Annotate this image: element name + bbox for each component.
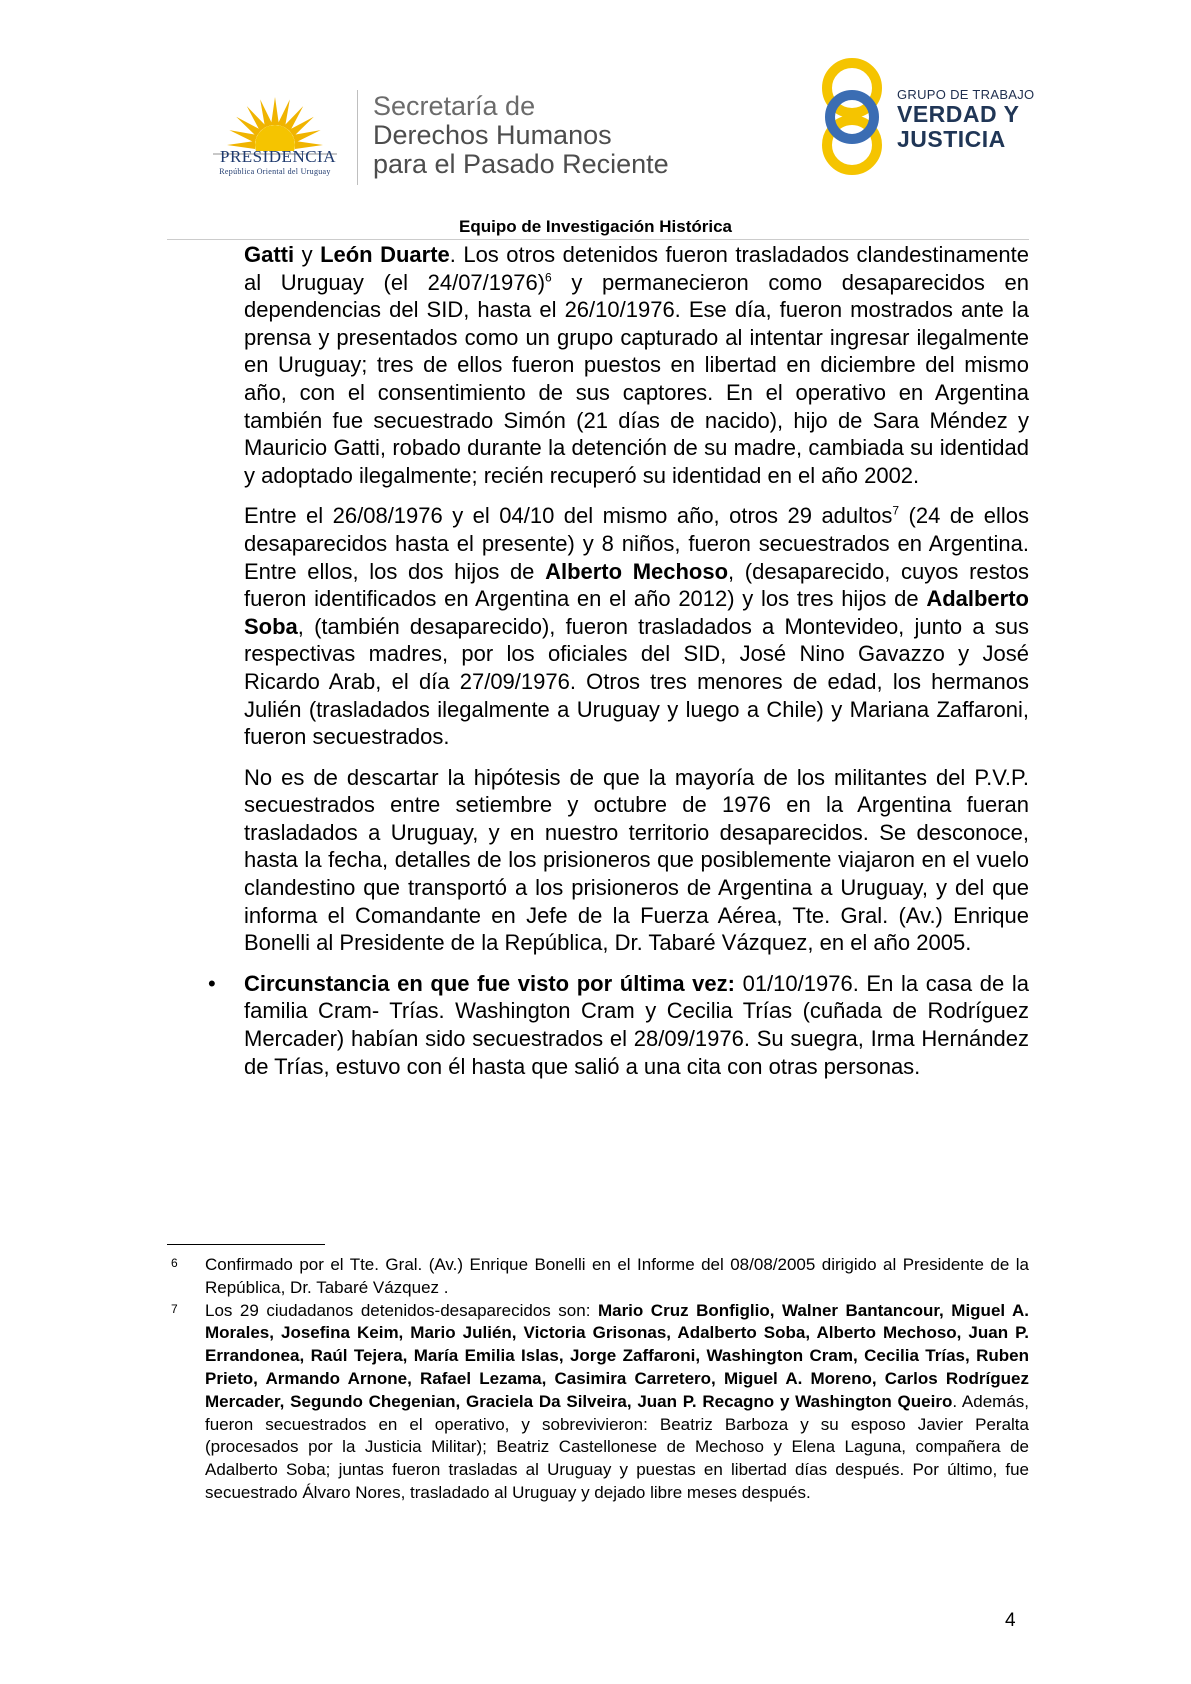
text-run: (24 de ellos desaparecidos hasta el presente) y 8 niños, fueron secuestrados en Argentina. Entre ellos, los dos hijos de: [244, 503, 1030, 584]
bullet-symbol: •: [208, 970, 216, 996]
footnote-intro: Los 29 ciudadanos detenidos-desaparecidos son:: [205, 1300, 598, 1320]
presidencia-subtitle: República Oriental del Uruguay: [219, 167, 331, 176]
verdad-justicia-logo: [812, 55, 892, 180]
paragraph-1: [244, 241, 1029, 489]
footnote-number: 6: [171, 1256, 178, 1270]
header-divider: [357, 90, 358, 185]
paragraph-2: [244, 502, 1029, 750]
page-header: [195, 55, 1035, 185]
team-title: Equipo de Investigación Histórica: [459, 217, 732, 236]
footnote-ref-6[interactable]: 6: [545, 270, 552, 285]
secretaria-line-3: para el Pasado Reciente: [373, 149, 669, 179]
bullet-text: 01/10/1976. En la casa de la familia Cram- Trías. Washington Cram y Cecilia Trías (cuñada de Rodríguez Mercader) habían sido secuestrados el 28/09/1976. Su suegra, Irma Hernández de Trías, estuvo con él hasta que salió a una cita con otras personas.: [244, 970, 1029, 1079]
footnote-names: Mario Cruz Bonfiglio, Walner Bantancour, Miguel A. Morales, Josefina Keim, Mario Julién, Victoria Grisonas, Adalberto Soba, Alberto Mechoso, Juan P. Errandonea, Raúl Tejera, María Emilia Islas, Jorge Zaffaroni, Washington Cram, Cecilia Trías, Ruben Prieto, Armando Arnone, Rafael Lezama, Casimira Carretero, Miguel A. Moreno, Carlos Rodríguez Mercader, Segundo Chegenian, Graciela Da Silveira, Juan P. Recagno y Washington Queiro: [205, 1300, 1030, 1411]
text-run: , (desaparecido, cuyos restos fueron identificados en Argentina en el año 2012) y los tres hijos de: [244, 558, 1029, 612]
text-run: , (también desaparecido), fueron trasladados a Montevideo, junto a sus respectivas madres, por los oficiales del SID, José Nino Gavazzo y José Ricardo Arab, el día 27/09/1976. Otros tres menores de edad, los hermanos Julién (trasladados ilegalmente a Uruguay y luego a Chile) y Mariana Zaffaroni, fueron secuestrados.: [244, 613, 1029, 750]
paragraph-3: No es de descartar la hipótesis de que la mayoría de los militantes del P.V.P. secuestrados entre setiembre y octubre de 1976 en la Argentina fueran trasladados a Uruguay, y en nuestro territorio desaparecidos. Se desconoce, hasta la fecha, detalles de los prisioneros que posiblemente viajaron en el vuelo clandestino que transportó a los prisioneros de Argentina a Uruguay, y del que informa el Comandante en Jefe de la Fuerza Aérea, Tte. Gral. (Av.) Enrique Bonelli al Presidente de la República, Dr. Tabaré Vázquez, en el año 2005.: [244, 764, 1029, 956]
text-run: . Los otros detenidos fueron trasladados clandestinamente al Uruguay (el 24/07/1976): [244, 242, 1029, 295]
bold-name: Gatti: [244, 242, 295, 267]
presidencia-name: PRESIDENCIA: [219, 147, 336, 166]
verdad-justicia-text: [897, 87, 1034, 152]
gt-small-label: GRUPO DE TRABAJO: [897, 87, 1035, 102]
footnote-text: Confirmado por el Tte. Gral. (Av.) Enrique Bonelli en el Informe del 08/08/2005 dirigido al Presidente de la República, Dr. Tabaré Vázquez .: [205, 1255, 1029, 1297]
text-run: y permanecieron como desaparecidos en dependencias del SID, hasta el 26/10/1976. Ese día, fueron mostrados ante la prensa y presentados como un grupo capturado al intentar ingresar ilegalmente en Uruguay; tres de ellos fueron puestos en libertad en diciembre del mismo año, con el consentimiento de sus captores. En el operativo en Argentina también fue secuestrado Simón (21 días de nacido), hijo de Sara Méndez y Mauricio Gatti, robado durante la detención de su madre, cambiada su identidad y adoptado ilegalmente; recién recuperó su identidad en el año 2002.: [244, 269, 1029, 488]
footnote-ref-7[interactable]: 7: [892, 504, 900, 519]
gt-big-label-1: VERDAD Y: [897, 101, 1020, 127]
main-text: [208, 241, 1030, 1080]
secretaria-title: [373, 92, 669, 179]
footnote-6: [167, 1254, 1029, 1300]
footnote-number: 7: [171, 1301, 178, 1316]
bold-name: Adalberto Soba: [244, 586, 1029, 639]
footnote-7: [167, 1300, 1029, 1505]
footnote-rule: [167, 1244, 325, 1245]
presidencia-sun-logo: [195, 83, 355, 203]
bullet-label: Circunstancia en que fue visto por última vez:: [244, 970, 735, 996]
gt-big-label-2: JUSTICIA: [897, 126, 1006, 152]
secretaria-line-2: Derechos Humanos: [373, 120, 612, 150]
text-run: Entre el 26/08/1976 y el 04/10 del mismo año, otros 29 adultos: [244, 503, 893, 529]
bullet-item: [208, 970, 1029, 1080]
text-run: y: [294, 242, 321, 267]
bold-name: León Duarte: [320, 242, 450, 267]
secretaria-line-1: Secretaría de: [373, 91, 536, 121]
footnote-rest: . Además, fueron secuestrados en el operativo, y sobrevivieron: Beatriz Barboza y su esposo Javier Peralta (procesados por la Justicia Militar); Beatriz Castellonese de Mechoso y Elena Laguna, compañera de Adalberto Soba; juntas fueron trasladas al Uruguay y puestas en libertad días después. Por último, fue secuestrado Álvaro Nores, trasladado al Uruguay y dejado libre meses después.: [205, 1391, 1029, 1502]
header-rule: [167, 239, 1029, 240]
footnotes: [167, 1254, 1029, 1505]
bold-name: Alberto Mechoso: [545, 558, 729, 584]
page-number: 4: [1005, 1610, 1016, 1631]
